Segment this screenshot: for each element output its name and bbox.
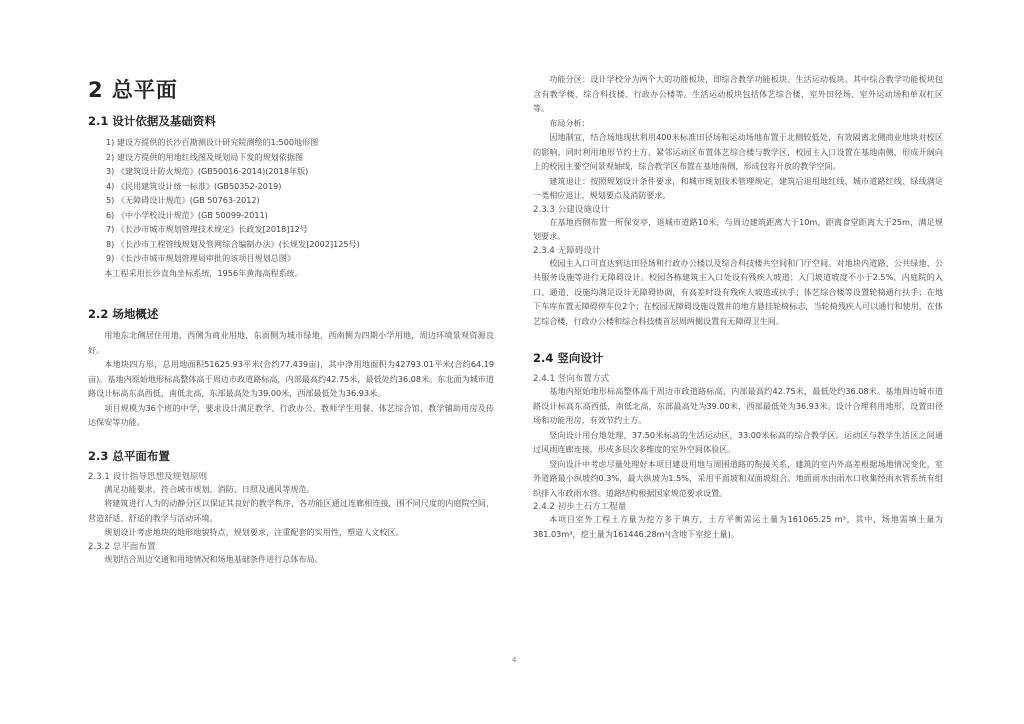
reference-item: 8) 《长沙市工程管线规划及管网综合编制办法》(长规发[2002]125号) xyxy=(106,238,360,249)
left-column xyxy=(88,62,494,566)
paragraph: 基地内原始地形标高整体高于周边市政道路标高，内部最高约42.75米，最低处约36.08米。基地周边城市道路设计标高东高西低，南低北高，东部最高处为39.00米，西部最低处为36.93米。设计合理利用地形，设置田径场和功能用房，有效节约土方。 xyxy=(533,386,943,425)
subsection-heading-2-3-2: 2.3.2 总平面布置 xyxy=(88,541,156,552)
subsection-heading-2-3-4: 2.3.4 无障碍设计 xyxy=(533,245,601,256)
reference-item: 6) 《中小学校设计规范》(GB 50099-2011) xyxy=(106,209,268,220)
subsection-heading-2-3-1: 2.3.1 设计指导思想及规划原则 xyxy=(88,471,208,482)
right-column xyxy=(533,72,943,541)
reference-item: 2) 建设方提供的用地红线图及规划局下发的规划依据图 xyxy=(106,151,304,162)
subsection-heading-2-4-2: 2.4.2 初步土石方工程量 xyxy=(533,502,627,512)
paragraph: 因地制宜，结合场地现状利用400米标准田径场和运动场地布置于北侧较低处，有效隔离北侧商业地块对校区的影响，同时利用地形节约土方，紧邻运动区布置体艺综合楼与教学区，校园主入口设置在基地南侧，形成开阔向上的校园主要空间景观轴线，综合教学区布置在基地南侧，形成包容开放的教学空间。 xyxy=(533,132,943,171)
section-heading-2-4: 2.4 竖向设计 xyxy=(533,351,604,365)
reference-item: 5) 《无障碍设计规范》(GB 50763-2012) xyxy=(106,195,260,205)
paragraph: 规划结合周边交通和用地情况和场地基础条件进行总体布局。 xyxy=(104,553,323,564)
reference-list xyxy=(88,135,494,266)
reference-item: 7) 《长沙市城市规划管理技术规定》长政发[2018]12号 xyxy=(106,224,308,234)
reference-item: 9) 《长沙市城市规划管理局审批的该项目规划总图》 xyxy=(106,253,295,263)
paragraph: 满足功能要求，符合城市规划、消防、日照及通风等规范。 xyxy=(104,483,315,494)
page-number: 4 xyxy=(512,656,517,664)
paragraph: 项目规模为36个班的中学，要求设计满足教学、行政办公、教师学生用餐、体艺综合馆、教学辅助用房及传达保安等功能。 xyxy=(88,402,494,427)
paragraph: 在基地西侧布置一所保安亭，退城市道路10米，与周边建筑距离大于10m，距离食堂距离大于25m，满足规划要求。 xyxy=(533,216,943,241)
subsection-heading-2-4-1: 2.4.1 竖向布置方式 xyxy=(533,374,610,384)
section-heading-2-2: 2.2 场地概述 xyxy=(88,307,159,321)
paragraph: 竖向设计中考虑尽量处理好本项目建设用地与周围道路的衔接关系，建筑的室内外高差根据场地情况变化，室外道路最小纵坡约0.3%，最大纵坡为1.5%，采用平面坡和双面坡组合。地面雨水由雨水口收集经雨水管系统有组织排入市政雨水管。道路结构根据国家规范要求设置。 xyxy=(533,458,943,498)
reference-item: 3) 《建筑设计防火规范》(GB50016-2014)(2018年版) xyxy=(106,166,309,176)
paragraph: 将建筑进行人为的动静分区以保证其良好的教学秩序，各功能区通过连廊相连接，围不同尺度的内庭院空间，营造舒适、舒适的教学与活动环境。 xyxy=(88,498,494,523)
paragraph: 用地东北侧居住用地，西侧为商业用地，东面侧为城市绿地，西南侧为四期小学用地，周边环境景观资源良好。 xyxy=(88,330,494,355)
paragraph: 本地块四方形，总用地面积51625.93平米(合约77.439亩)，其中净用地面积为42793.01平米(合约64.19亩)。基地内原始地形标高整体高于周边市政道路标高，内部最高约42.75米，最低处约36.08米。东北面为城市道路设计标高东高西低，南低北高，东部最高处为39.00米，西部最低处为36.93米。 xyxy=(88,359,494,398)
section-heading-2-3: 2.3 总平面布置 xyxy=(88,448,170,463)
paragraph: 功能分区：设计学校分为两个大的功能板块，即综合教学功能板块、生活运动板块。其中综合教学功能板块包含有教学楼、综合科技楼、行政办公楼等。生活运动板块包括体艺综合楼，室外田径场、室外运动场和单双杠区等。 xyxy=(533,74,943,113)
chapter-title: 2 总平面 xyxy=(88,78,178,102)
paragraph: 布局分析： xyxy=(549,117,590,128)
paragraph: 本项目室外工程土方量为挖方多于填方，土方平衡需运土量为161065.25 m³，其中，场地需填土量为381.03m³，挖土量为161446.28m³(含地下室挖土量)。 xyxy=(533,514,943,539)
paragraph: 校园主入口可直达到达田径场和行政办公楼以及综合科技楼共空间和门厅空间。对地块内道路、公共绿地、公共服务设施等进行无障碍设计。校园各栋建筑主入口处设有残疾人坡道；入门坡道坡度不小于2.5%，内庭院的入口、通道、设施均满足设计无障碍协调，有高差时设有残疾人坡道或扶手；体艺综合楼等设置轮椅通行扶手；在地下车库布置无障碍停车位2个；在校园无障碍设施设置并的地方悬挂轮椅标志，当轮椅残疾人可以通行和使用，在体艺综合楼，行政办公楼和综合科技楼首层周两侧设置有无障碍卫生间。 xyxy=(533,257,943,326)
coordinate-system-note: 本工程采用长沙直角坐标系统，1956年黄海高程系统。 xyxy=(104,267,303,278)
paragraph: 规划设计考虑地块的地形地貌特点，规划要求，注重配套的实用性，塑造人文校区。 xyxy=(104,527,404,537)
paragraph: 竖向设计用台地处理，37.50米标高的生活运动区，33.00米标高的综合教学区。运动区与教学生活区之间通过风雨连廊连接，形成多层次多维度的室外空间体验区。 xyxy=(533,429,943,454)
reference-item: 4) 《民用建筑设计统一标准》(GB50352-2019) xyxy=(106,180,282,191)
reference-item: 1) 建设方提供的长沙百勘测设计研究院测绘的1:500地形图 xyxy=(106,137,319,147)
subsection-heading-2-3-3: 2.3.3 公建设施设计 xyxy=(533,204,610,215)
paragraph: 建筑退让：按照规划设计条件要求，和城市规划技术管理规定，建筑后退用地红线、城市道路红线、绿线满足一类相应退让，规划要点及消防要求。 xyxy=(533,175,943,200)
section-heading-2-1: 2.1 设计依据及基础资料 xyxy=(88,114,216,128)
